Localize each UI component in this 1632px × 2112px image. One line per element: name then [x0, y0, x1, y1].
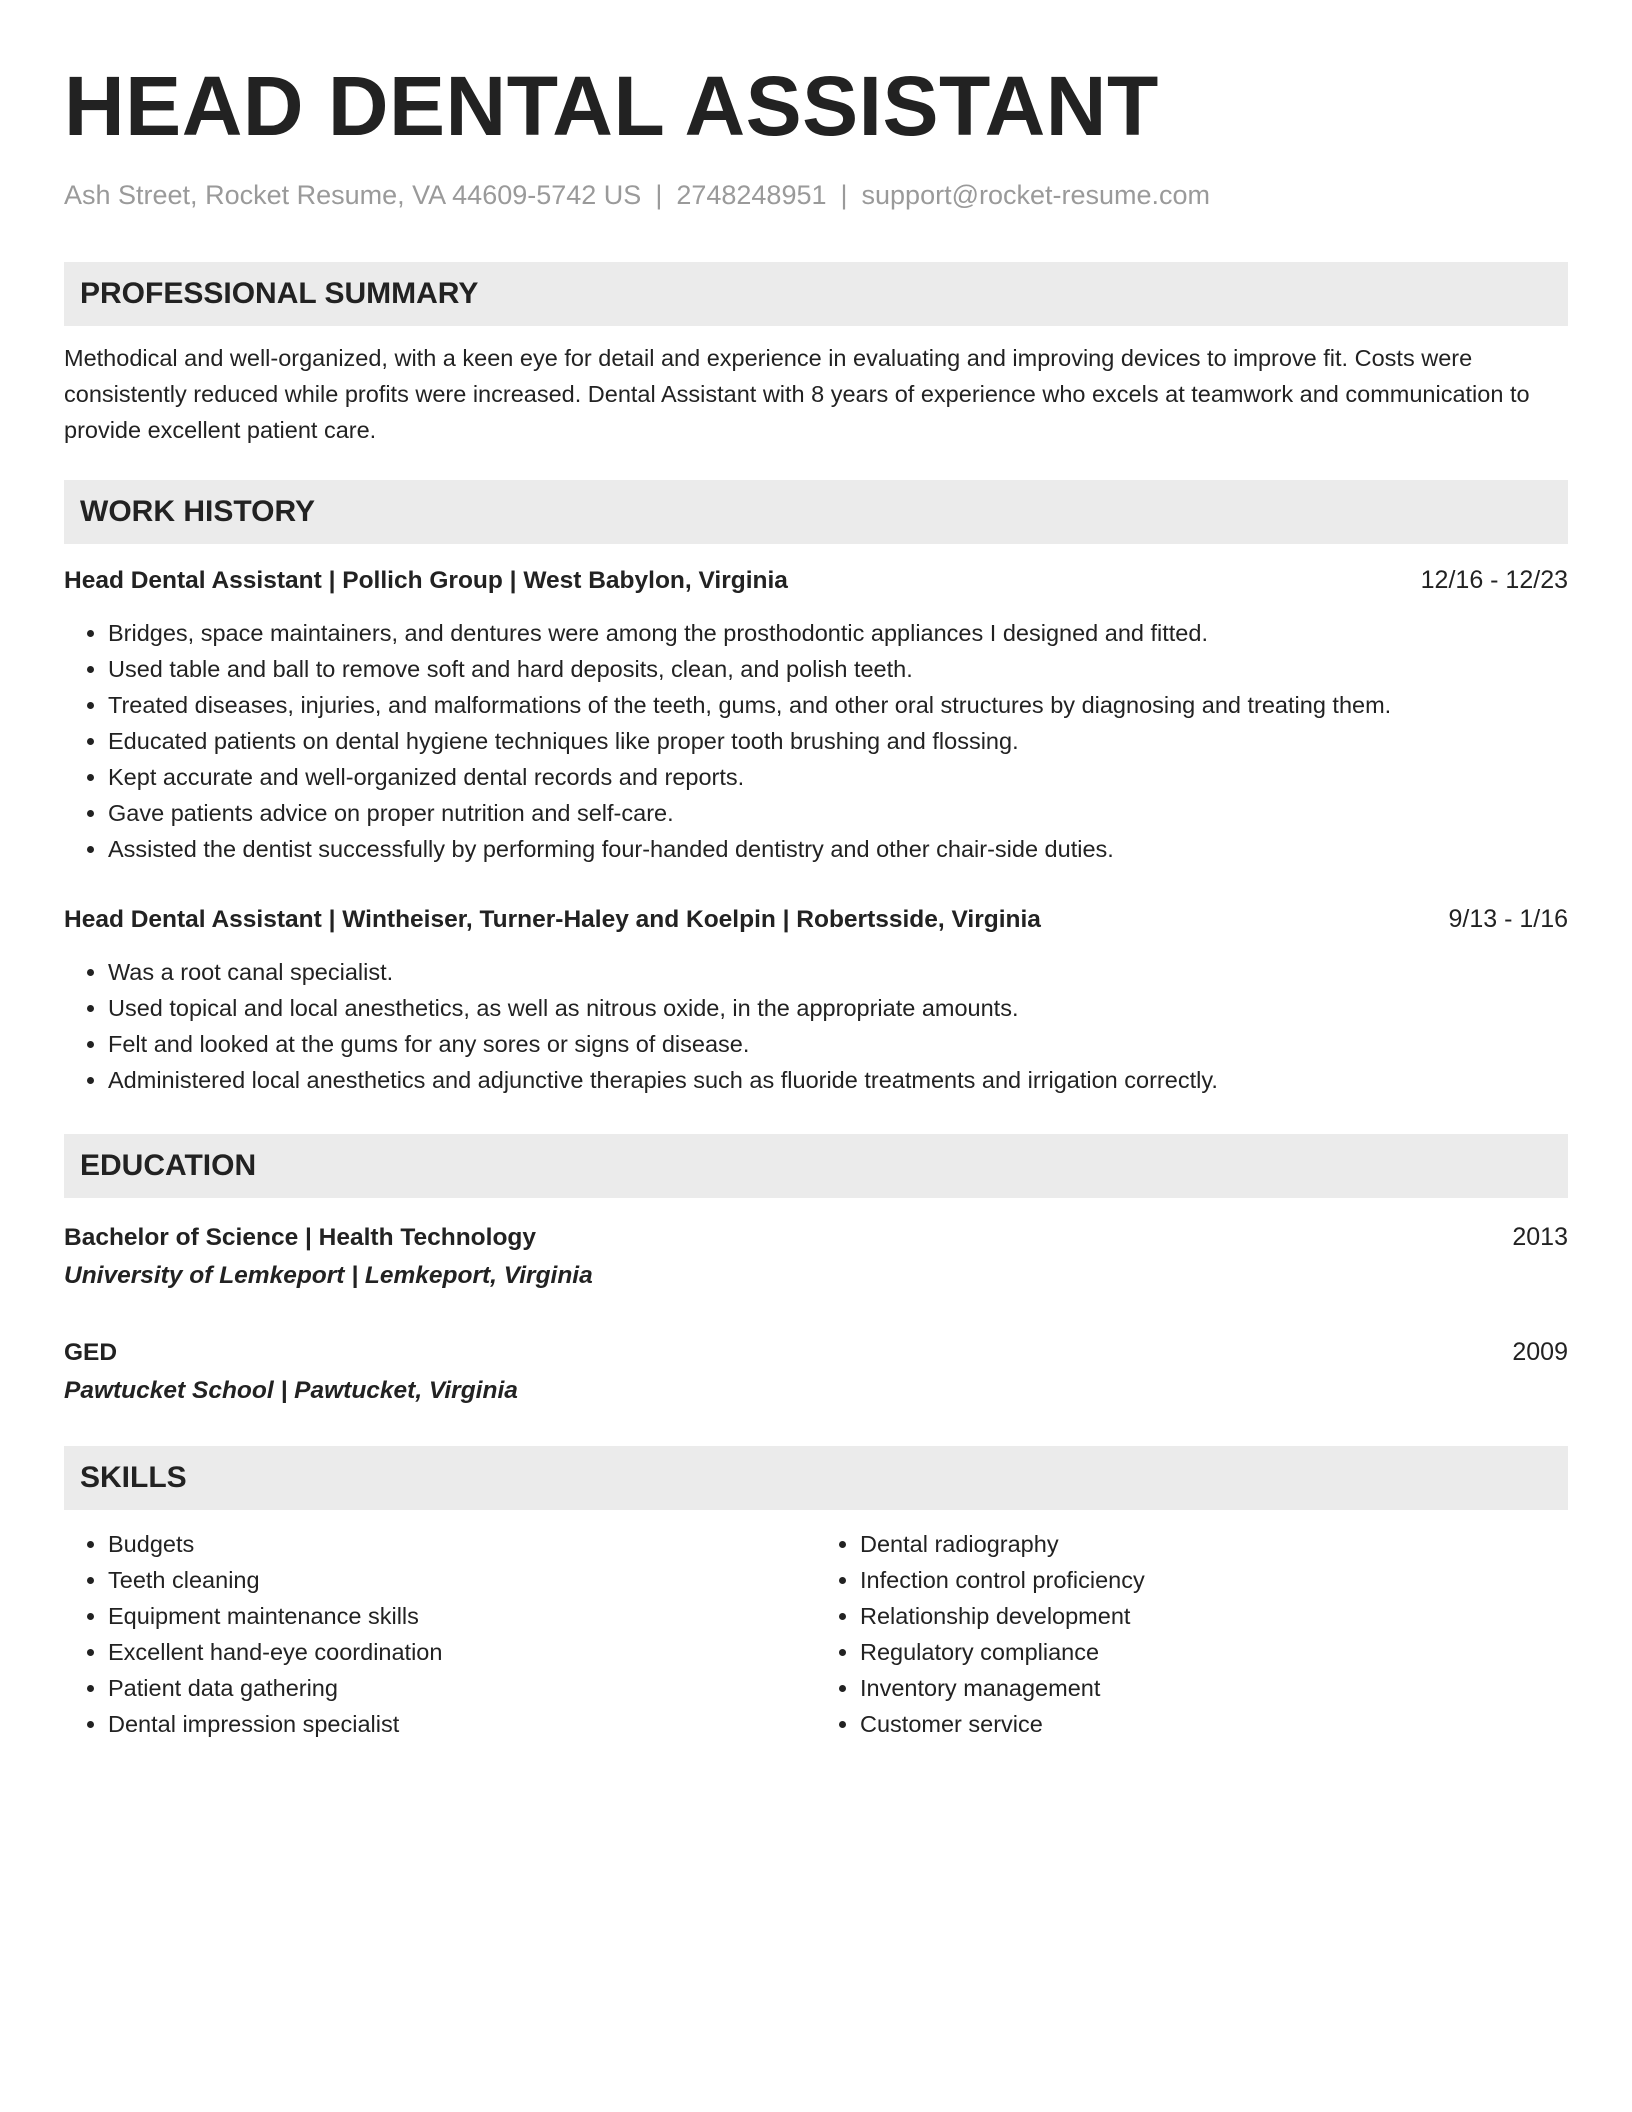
job-bullet: • Kept accurate and well-organized dental records and reports.	[108, 759, 1568, 795]
education-degree: GED	[64, 1339, 118, 1366]
job-bullet: • Bridges, space maintainers, and dentures were among the prosthodontic appliances I designed and fitted.	[108, 615, 1568, 651]
skill-item: • Budgets	[108, 1526, 816, 1562]
contact-email: support@rocket-resume.com	[861, 180, 1211, 210]
job-bullet: • Assisted the dentist successfully by performing four-handed dentistry and other chair-side duties.	[108, 831, 1568, 867]
skill-item: • Patient data gathering	[108, 1670, 816, 1706]
section-header-summary: PROFESSIONAL SUMMARY	[64, 262, 1568, 326]
education-entry	[64, 1218, 1568, 1295]
job-bullet: • Was a root canal specialist.	[108, 954, 1568, 990]
job-bullet: • Treated diseases, injuries, and malformations of the teeth, gums, and other oral structures by diagnosing and treating them.	[108, 687, 1568, 723]
skill-item: • Regulatory compliance	[860, 1634, 1568, 1670]
contact-address: Ash Street, Rocket Resume, VA 44609-5742 US	[64, 180, 642, 210]
skill-item: • Inventory management	[860, 1670, 1568, 1706]
education-entry	[64, 1333, 1568, 1410]
job-bullet: • Used table and ball to remove soft and hard deposits, clean, and polish teeth.	[108, 651, 1568, 687]
skills-list	[64, 1526, 816, 1742]
job-title: Head Dental Assistant | Wintheiser, Turner-Haley and Koelpin | Robertsside, Virginia	[64, 906, 1041, 933]
skills-column-right	[816, 1526, 1568, 1742]
section-header-education: EDUCATION	[64, 1134, 1568, 1198]
job-bullet: • Felt and looked at the gums for any sores or signs of disease.	[108, 1026, 1568, 1062]
education-degree: Bachelor of Science | Health Technology	[64, 1224, 537, 1251]
contact-phone: 2748248951	[676, 180, 827, 210]
education-school: University of Lemkeport | Lemkeport, Virginia	[64, 1262, 593, 1289]
skill-item: • Dental impression specialist	[108, 1706, 816, 1742]
contact-separator: |	[840, 180, 848, 210]
education-school: Pawtucket School | Pawtucket, Virginia	[64, 1377, 518, 1404]
education-year: 2013	[1512, 1223, 1568, 1251]
summary-text: Methodical and well-organized, with a keen eye for detail and experience in evaluating and improving devices to improve fit. Costs were consistently reduced while profits were increased. Dental Assistant with 8 years of experience who excels at teamwork and communication to provide excellent patient care.	[64, 345, 1530, 443]
contact-line	[64, 178, 1568, 212]
job-bullet: • Educated patients on dental hygiene techniques like proper tooth brushing and flossing.	[108, 723, 1568, 759]
contact-separator: |	[655, 180, 663, 210]
job-dates: 9/13 - 1/16	[1448, 905, 1568, 933]
skills-list	[816, 1526, 1568, 1742]
education-header-row	[64, 1218, 1568, 1257]
skills-grid	[64, 1526, 1568, 1742]
job-header-row	[64, 901, 1568, 938]
skills-column-left	[64, 1526, 816, 1742]
job-entry	[64, 901, 1568, 1098]
section-header-skills: SKILLS	[64, 1446, 1568, 1510]
skill-item: • Excellent hand-eye coordination	[108, 1634, 816, 1670]
job-dates: 12/16 - 12/23	[1420, 566, 1568, 594]
job-bullet: • Gave patients advice on proper nutrition and self-care.	[108, 795, 1568, 831]
job-bullet: • Administered local anesthetics and adjunctive therapies such as fluoride treatments and irrigation correctly.	[108, 1062, 1568, 1098]
job-bullet-list	[64, 954, 1568, 1098]
education-header-row	[64, 1333, 1568, 1372]
skill-item: • Infection control proficiency	[860, 1562, 1568, 1598]
skill-item: • Teeth cleaning	[108, 1562, 816, 1598]
skill-item: • Customer service	[860, 1706, 1568, 1742]
job-title: Head Dental Assistant | Pollich Group | West Babylon, Virginia	[64, 567, 788, 594]
section-header-work-history: WORK HISTORY	[64, 480, 1568, 544]
job-bullet-list	[64, 615, 1568, 867]
skill-item: • Dental radiography	[860, 1526, 1568, 1562]
education-year: 2009	[1512, 1338, 1568, 1366]
job-bullet: • Used topical and local anesthetics, as well as nitrous oxide, in the appropriate amounts.	[108, 990, 1568, 1026]
skill-item: • Equipment maintenance skills	[108, 1598, 816, 1634]
resume-name: HEAD DENTAL ASSISTANT	[64, 59, 1159, 153]
skill-item: • Relationship development	[860, 1598, 1568, 1634]
job-header-row	[64, 562, 1568, 599]
job-entry	[64, 562, 1568, 867]
